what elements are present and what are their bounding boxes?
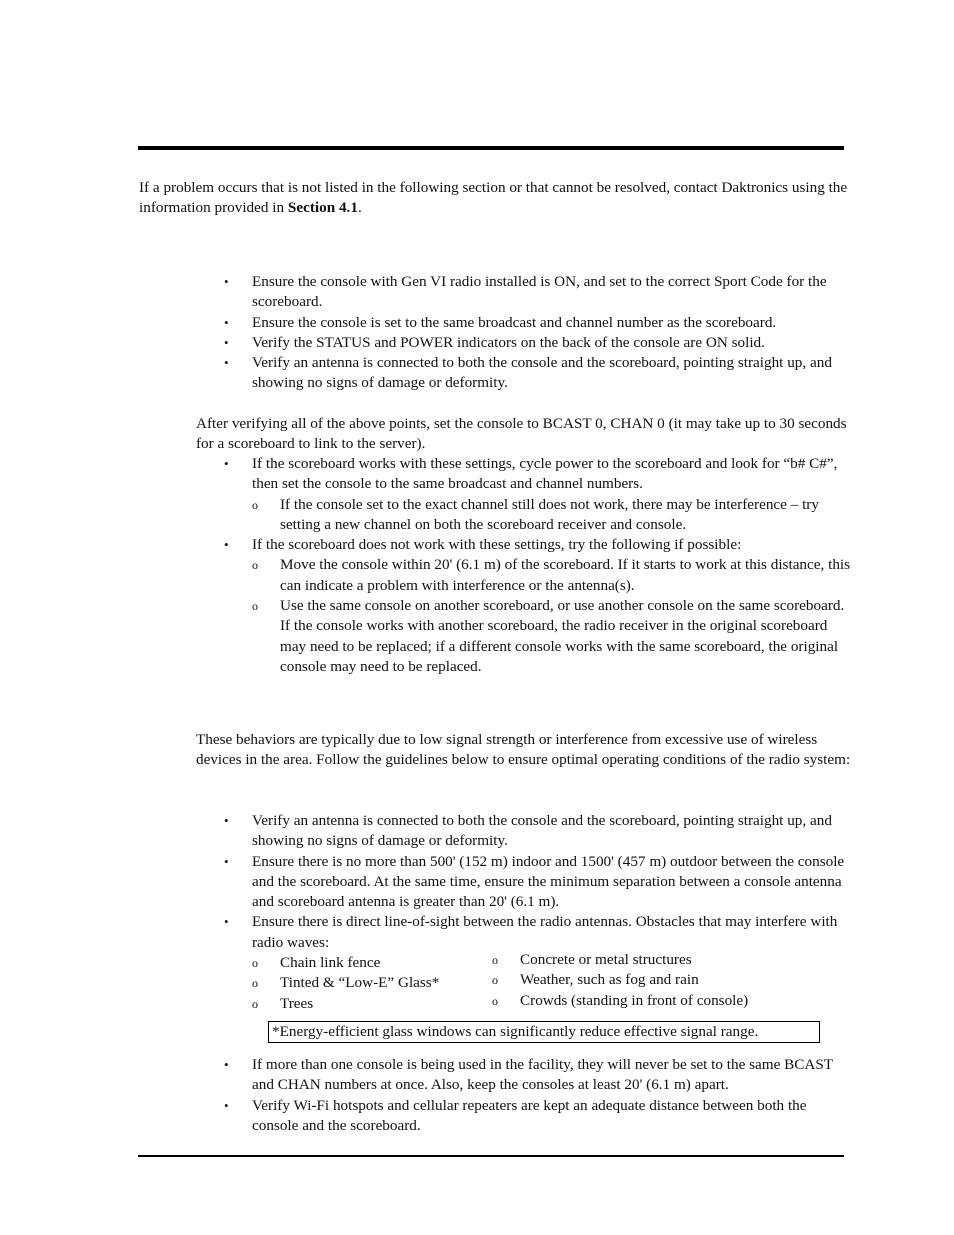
sub-list-item-text: If the console set to the exact channel still does not work, there may be interference – try setting a new channel on both the scoreboard receiver and console. (280, 495, 819, 533)
list-item (196, 1096, 856, 1137)
list-item-text: Verify an antenna is connected to both the console and the scoreboard, pointing straight up, and showing no signs of damage or deformity. (252, 354, 832, 392)
sub-list-item (196, 596, 856, 677)
obstacle-item (492, 970, 832, 990)
list-item-text: Ensure there is direct line-of-sight between the radio antennas. Obstacles that may interfere with radio waves: (252, 913, 838, 951)
list-item (196, 912, 856, 953)
obstacles-right-column (492, 950, 832, 1011)
bullet-icon: • (224, 355, 229, 371)
list-item (196, 454, 856, 495)
list-item-text: Ensure the console is set to the same broadcast and channel number as the scoreboard. (252, 313, 777, 331)
list-item-text: If more than one console is being used in the facility, they will never be set to the same BCAST and CHAN numbers at once. Also, keep the consoles at least 20' (6.1 m) apart. (252, 1056, 833, 1094)
bullet-icon: • (224, 537, 229, 553)
bullet-icon: • (224, 1057, 229, 1072)
bullet-icon: • (224, 813, 229, 828)
list-item-text: Verify Wi-Fi hotspots and cellular repeaters are kept an adequate distance between both the console and the scoreboard. (252, 1096, 807, 1134)
obstacle-item (252, 953, 492, 973)
more-guideline-list (196, 1055, 856, 1136)
intro-period: . (357, 199, 362, 217)
obstacle-text: Concrete or metal structures (520, 951, 692, 968)
intro-paragraph (139, 178, 859, 219)
bullet-icon: • (224, 314, 229, 330)
intro-text: If a problem occurs that is not listed in the following section or that cannot be resolved, contact Daktronics using the information provided in (139, 179, 848, 217)
section-reference: Section 4.1 (287, 199, 358, 217)
list-item (196, 852, 856, 913)
obstacle-text: Crowds (standing in front of console) (520, 991, 749, 1009)
obstacle-item (492, 950, 832, 970)
bullet-icon: • (224, 274, 229, 289)
obstacle-item (252, 994, 492, 1014)
list-item (196, 1055, 856, 1096)
circle-bullet-icon: o (492, 953, 498, 967)
bullet-icon: • (224, 914, 229, 930)
check-list (196, 272, 856, 394)
list-item (196, 811, 856, 852)
bullet-icon: • (224, 456, 229, 471)
list-item-text: Verify the STATUS and POWER indicators on the back of the console are ON solid. (252, 333, 765, 351)
list-item (196, 353, 856, 394)
circle-bullet-icon: o (252, 956, 258, 970)
obstacle-item (492, 991, 832, 1011)
list-item-text: If the scoreboard works with these settings, cycle power to the scoreboard and look for “b# C#”, then set the console to the same broadcast and channel numbers. (252, 455, 838, 493)
list-item-text: If the scoreboard does not work with these settings, try the following if possible: (252, 536, 742, 554)
list-item-text: Ensure there is no more than 500' (152 m) indoor and 1500' (457 m) outdoor between the console and the scoreboard. At the same time, ensure the minimum separation between a console antenna and scoreboard antenna is greater than 20' (6.1 m). (252, 852, 845, 911)
list-item-text: Verify an antenna is connected to both the console and the scoreboard, pointing straight up, and showing no signs of damage or deformity. (252, 812, 832, 850)
obstacle-text: Trees (280, 994, 314, 1012)
obstacles-left-column (252, 953, 492, 1014)
circle-bullet-icon: o (252, 599, 258, 614)
after-verify-paragraph: After verifying all of the above points, set the console to BCAST 0, CHAN 0 (it may take up to 30 seconds for a scoreboard to link to the server). (196, 415, 847, 453)
guideline-list (196, 811, 856, 953)
circle-bullet-icon: o (492, 993, 498, 1008)
footer-rule (138, 1155, 844, 1157)
sub-list-item (196, 555, 856, 596)
list-item (196, 535, 856, 555)
circle-bullet-icon: o (252, 558, 258, 573)
sub-list-item (196, 495, 856, 536)
obstacle-text: Chain link fence (280, 954, 381, 971)
circle-bullet-icon: o (252, 497, 258, 512)
obstacle-text: Tinted & “Low-E” Glass* (280, 974, 440, 992)
sub-list-item-text: Move the console within 20' (6.1 m) of the scoreboard. If it starts to work at this distance, this can indicate a problem with interference or the antenna(s). (280, 556, 851, 594)
behaviors-paragraph: These behaviors are typically due to low signal strength or interference from excessive use of wireless devices in the area. Follow the guidelines below to ensure optimal operating conditions of the radio system: (196, 731, 851, 769)
list-item-text: Ensure the console with Gen VI radio installed is ON, and set to the correct Sport Code for the scoreboard. (252, 273, 827, 311)
circle-bullet-icon: o (252, 976, 258, 991)
troubleshoot-steps (196, 454, 856, 677)
bullet-icon: • (224, 334, 229, 350)
list-item (196, 313, 856, 333)
obstacle-text: Weather, such as fog and rain (520, 971, 699, 989)
header-rule (138, 146, 844, 150)
sub-list-item-text: Use the same console on another scoreboard, or use another console on the same scoreboard. If the console works with another scoreboard, the radio receiver in the original scoreboard may need to be replaced; if a different console works with the same scoreboard, the original console may need to be replaced. (280, 597, 845, 675)
circle-bullet-icon: o (252, 996, 258, 1011)
list-item (196, 272, 856, 313)
glass-note-box: *Energy-efficient glass windows can significantly reduce effective signal range. (268, 1021, 820, 1043)
bullet-icon: • (224, 1097, 229, 1113)
list-item (196, 333, 856, 353)
bullet-icon: • (224, 853, 229, 869)
obstacle-item (252, 973, 492, 993)
circle-bullet-icon: o (492, 973, 498, 988)
